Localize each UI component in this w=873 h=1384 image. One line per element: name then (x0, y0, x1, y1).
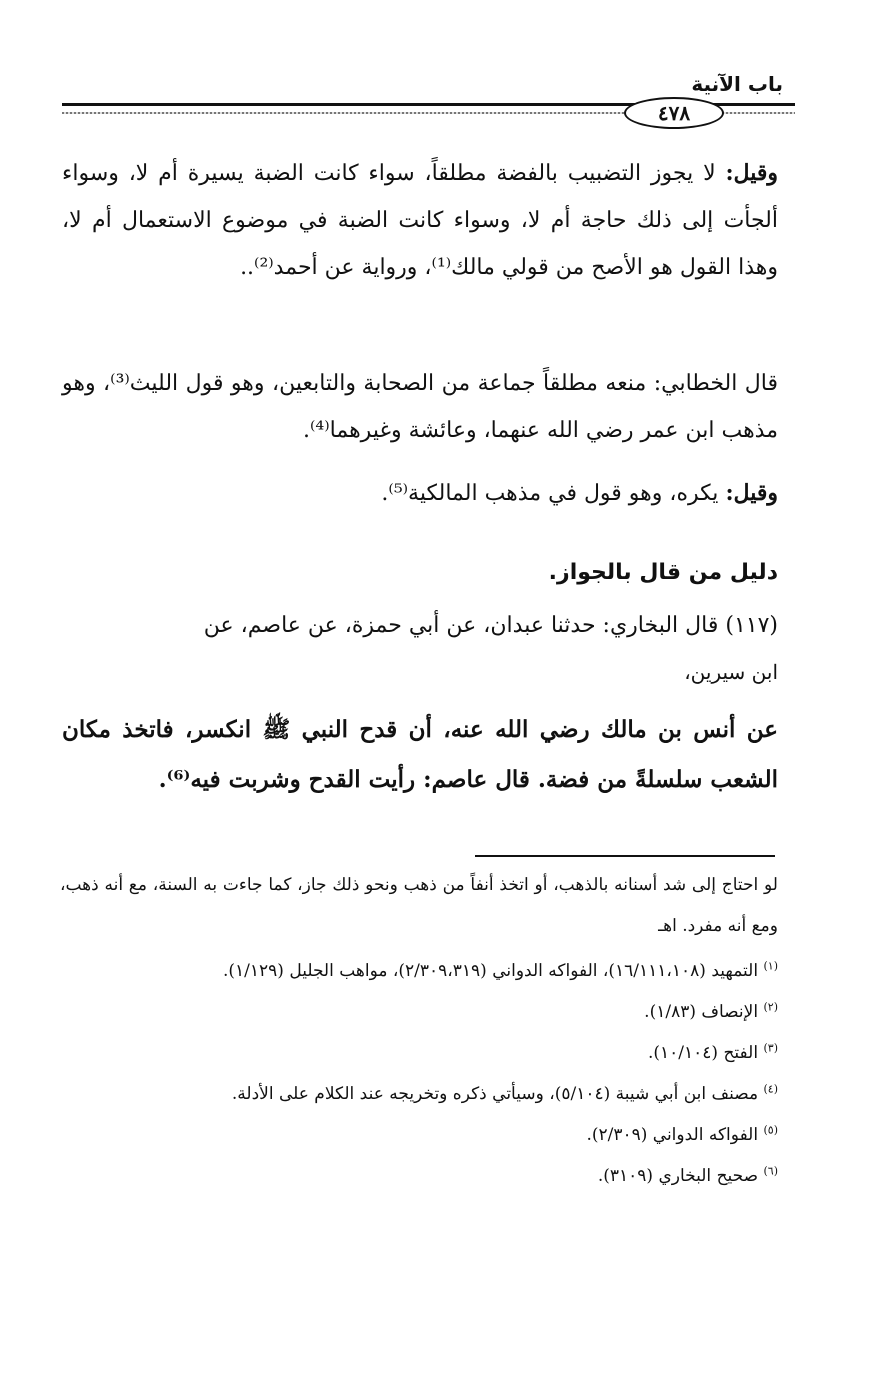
footnote-item (60, 1074, 778, 1115)
footnote-marker: (٢) (763, 1000, 778, 1014)
footnote-text: الإنصاف (١/٨٣). (644, 1002, 759, 1022)
paragraph-1 (62, 150, 778, 291)
footnote-text: مصنف ابن أبي شيبة (٥/١٠٤)، وسيأتي ذكره وتخريجه عند الكلام على الأدلة. (231, 1084, 759, 1104)
paragraph-2 (62, 360, 778, 454)
paragraph-3 (62, 470, 778, 517)
footnote-item (60, 1156, 778, 1197)
footnote-text: الفتح (١٠/١٠٤). (647, 1043, 759, 1063)
section-heading: دليل من قال بالجواز. (548, 560, 778, 585)
footnote-text: التمهيد (١٦/١١١،١٠٨)، الفواكه الدواني (٢/٣٠٩،٣١٩)، مواهب الجليل (١/١٢٩). (222, 961, 759, 981)
isnad-continuation (62, 652, 778, 692)
footnote-marker: (٦) (763, 1164, 778, 1178)
isnad-line (62, 602, 778, 649)
isnad-continuation-text: ابن سيرين، (684, 660, 778, 684)
footnote-item (60, 1033, 778, 1074)
paragraph-text: يكره، وهو قول في مذهب المالكية⁽⁵⁾. (381, 481, 726, 506)
footnote-marker: (٣) (763, 1041, 778, 1055)
isnad-text: (١١٧) قال البخاري: حدثنا عبدان، عن أبي حمزة، عن عاصم، عن (203, 613, 778, 638)
page-number: ٤٧٨ (624, 97, 724, 129)
running-title: باب الآنية (691, 72, 783, 96)
footnote-continuation: لو احتاج إلى شد أسنانه بالذهب، أو اتخذ أنفاً من ذهب ونحو ذلك جاز، كما جاءت به السنة، مع أنه ذهب، ومع أنه مفرد. اهـ (60, 875, 778, 936)
paragraph-lead: وقيل: (725, 480, 778, 506)
hadith-text: عن أنس بن مالك رضي الله عنه، أن قدح النبي ﷺ انكسر، فاتخذ مكان الشعب سلسلةً من فضة. قال عاصم: رأيت القدح وشربت فيه⁽⁶⁾. (62, 716, 778, 793)
footnote-marker: (٥) (763, 1123, 778, 1137)
paragraph-text: لا يجوز التضبيب بالفضة مطلقاً، سواء كانت الضبة يسيرة أم لا، وسواء ألجأت إلى ذلك حاجة أم لا، وسواء كانت الضبة في موضوع الاستعمال أم لا، وهذا القول هو الأصح من قولي مالك⁽¹⁾، ورواية عن أحمد⁽²⁾.. (62, 161, 778, 280)
footnote-item (60, 992, 778, 1033)
footnote-item (60, 951, 778, 992)
paragraph-text: قال الخطابي: منعه مطلقاً جماعة من الصحابة والتابعين، وهو قول الليث⁽³⁾، وهو مذهب ابن عمر رضي الله عنهما، وعائشة وغيرهما⁽⁴⁾. (62, 371, 778, 443)
footnote-text: صحيح البخاري (٣١٠٩). (597, 1166, 759, 1186)
footnote-item (60, 1115, 778, 1156)
footnote-marker: (١) (763, 959, 778, 973)
footnote-text: الفواكه الدواني (٢/٣٠٩). (586, 1125, 759, 1145)
footnotes (60, 865, 778, 1197)
paragraph-lead: وقيل: (725, 160, 778, 186)
footnote-marker: (٤) (763, 1082, 778, 1096)
footnote-separator (475, 855, 775, 857)
